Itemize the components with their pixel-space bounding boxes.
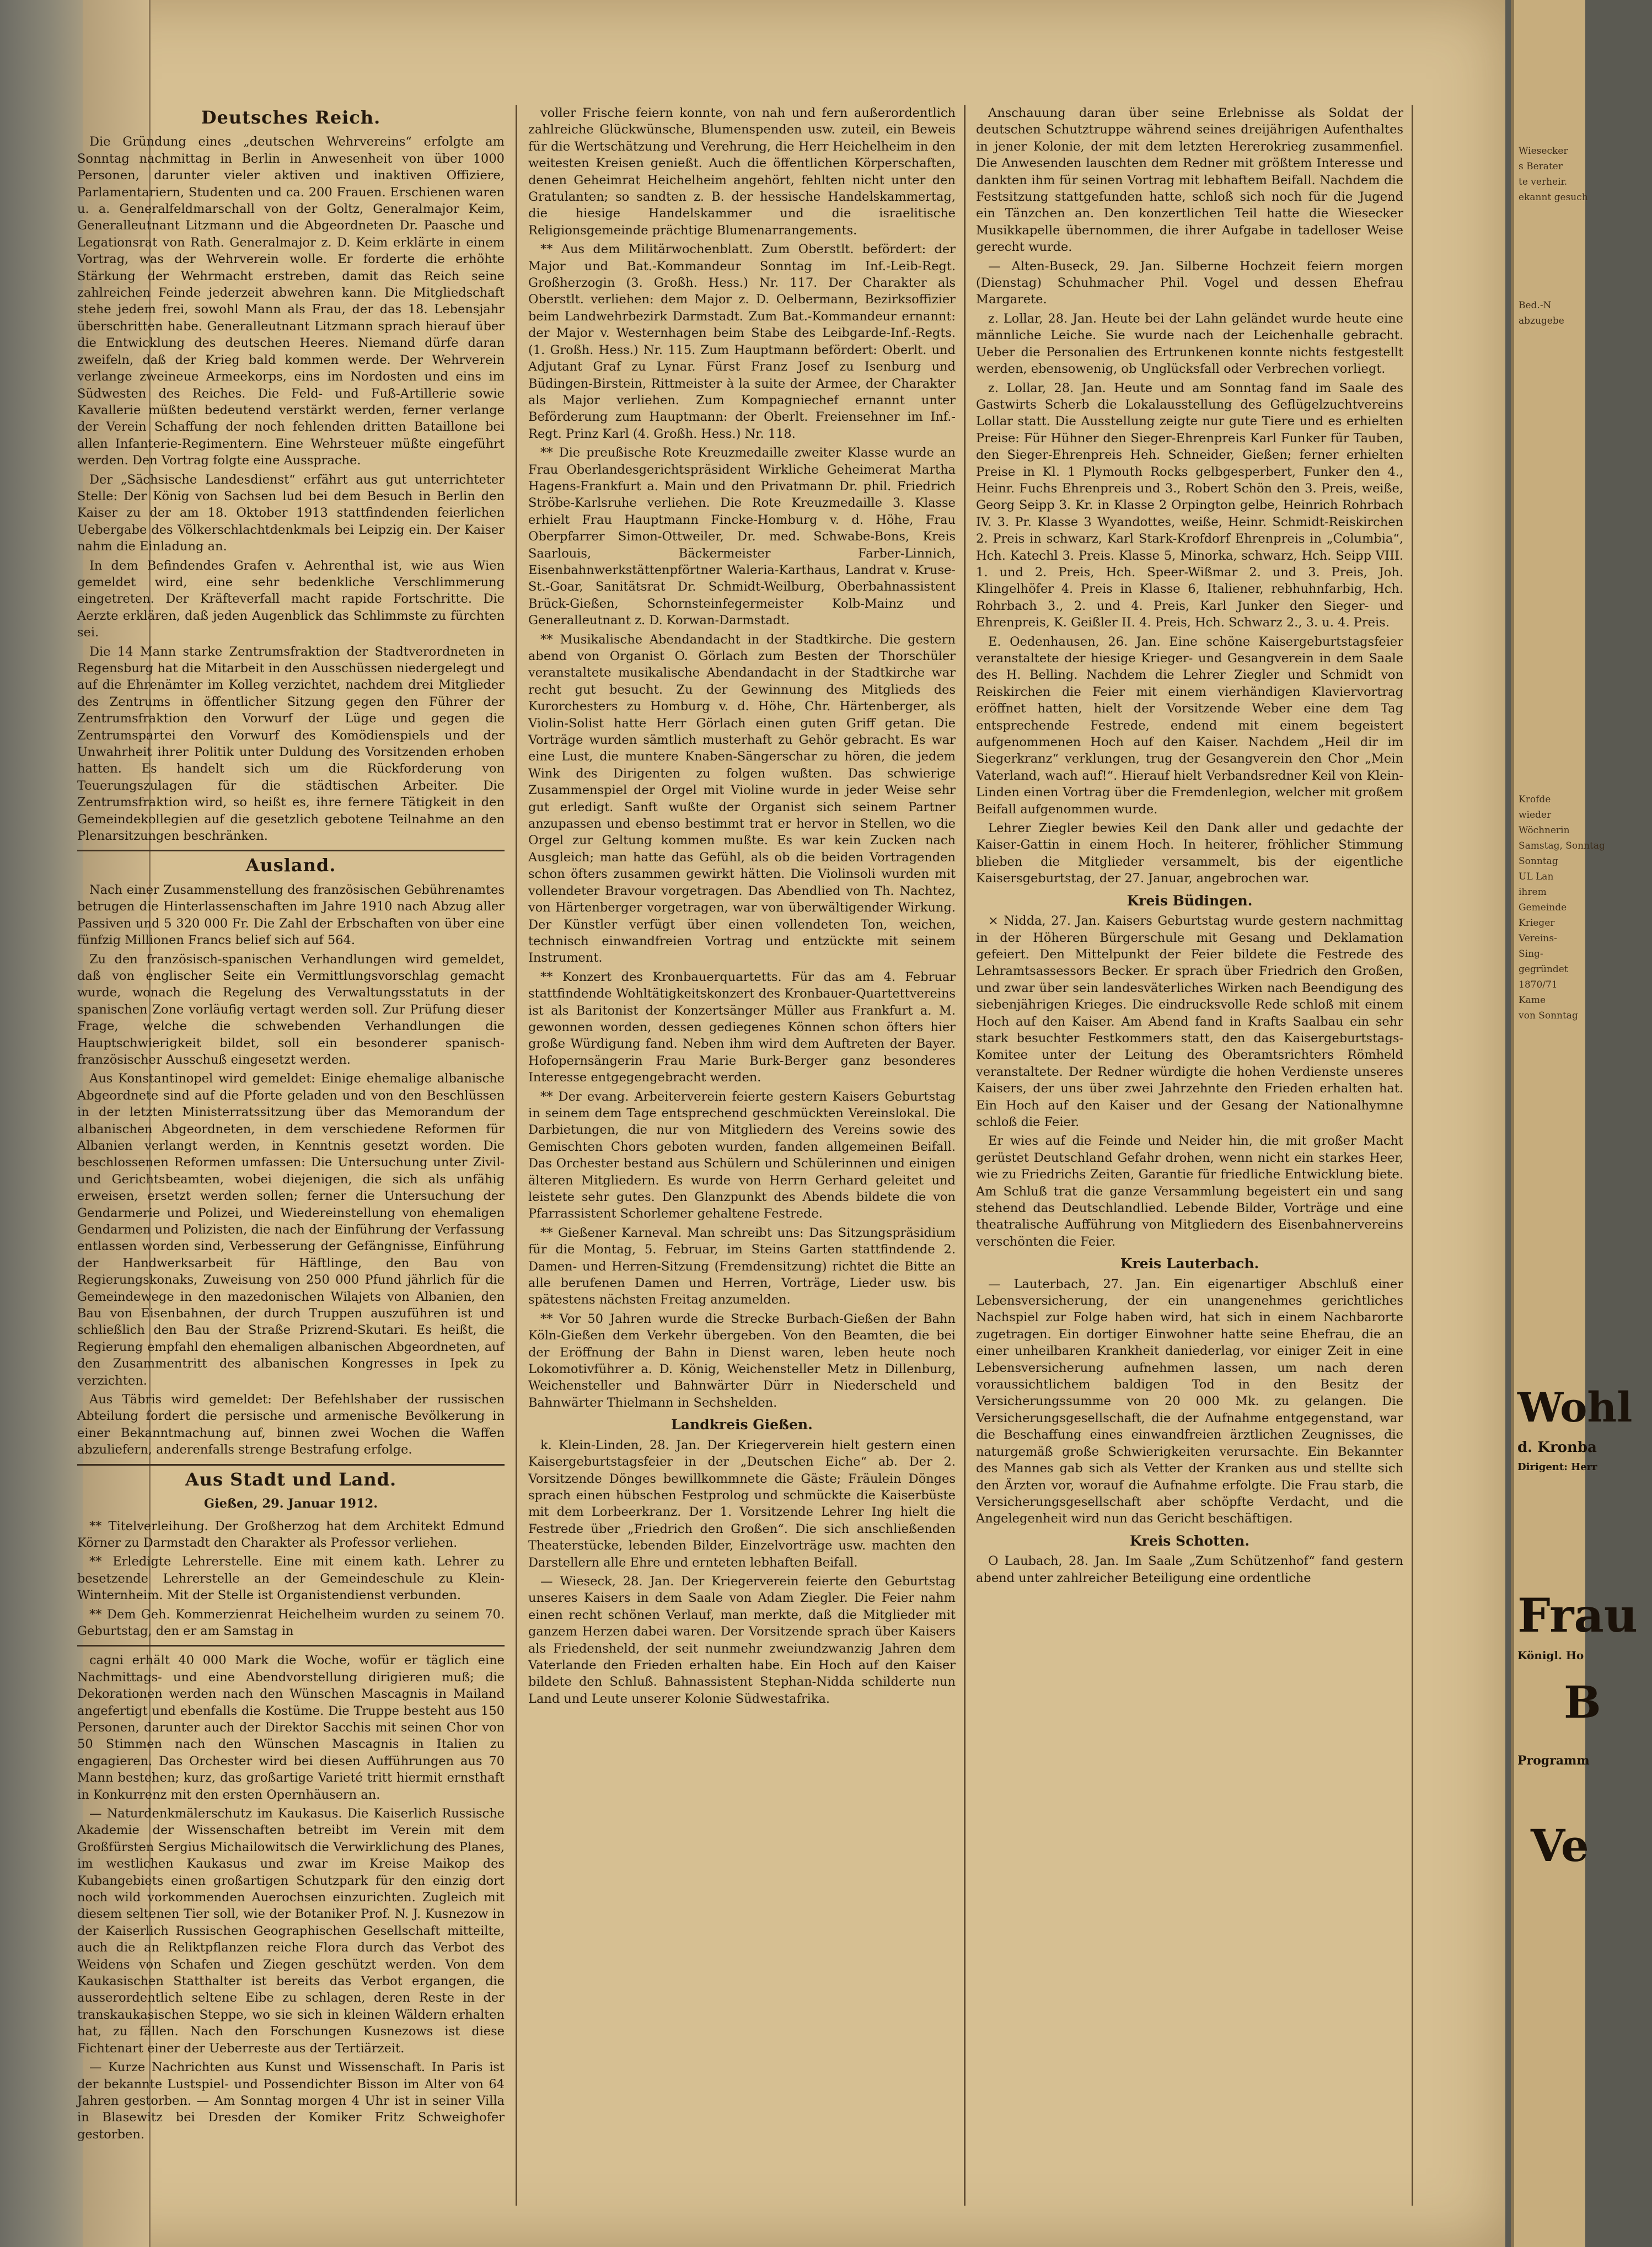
adjacent-page-line <box>1519 483 1583 498</box>
adjacent-page-line <box>1519 622 1583 637</box>
article: ** Erledigte Lehrerstelle. Eine mit einem kath. Lehrer zu besetzende Lehrerstelle an der Gemeindeschule zu Klein-Winternheim. Mit der Stelle ist Organistendienst verbunden. <box>77 1554 505 1603</box>
column-rule <box>516 105 517 2206</box>
adjacent-page-line <box>1519 498 1583 514</box>
section-separator <box>77 1464 505 1466</box>
ad-letter: B <box>1564 1676 1601 1728</box>
article: Lehrer Ziegler bewies Keil den Dank aller und gedachte der Kaiser-Gattin in einem Hoch. In heiterer, fröhlicher Stimmung blieben die Mitglieder versammelt, bis der eigentliche Kaisersgeburtstag, der 27. Januar, angebrochen war. <box>976 821 1403 886</box>
article: Aus Täbris wird gemeldet: Der Befehlshaber der russischen Abteilung fordert die persische und armenische Bevölkerung in einer Bekanntmachung auf, binnen zwei Wochen die Waffen abzuliefern, anderenfalls strenge Bestrafung erfolge. <box>77 1392 505 1457</box>
adjacent-page-line <box>1519 715 1583 730</box>
adjacent-page-line <box>1519 406 1583 421</box>
adjacent-page-line <box>1519 375 1583 390</box>
adjacent-page-line <box>1519 514 1583 529</box>
ad-headline: Frau <box>1517 1588 1638 1643</box>
article: ** Dem Geh. Kommerzienrat Heichelheim wurden zu seinem 70. Geburtstag, den er am Samstag in <box>77 1607 505 1638</box>
article: — Naturdenkmälerschutz im Kaukasus. Die Kaiserlich Russische Akademie der Wissenschaften betreibt im Verein mit dem Großfürsten Sergius Michailowitsch die Verwirklichung des Planes, im westlichen Kaukasus und zwar im Kreise Maikop des Kubangebiets einen großartigen Schutzpark für den einzig dort noch wild vorkommenden Auerochsen einzurichten. Zugleich mit diesem seltenen Tier soll, wie der Botaniker Prof. N. J. Kusnezow in der Kaiserlich Russischen Geographischen Gesellschaft mitteilte, auch die an Reliktpflanzen reiche Flora durch das Verbot des Weidens von Schafen und Ziegen geschützt werden. Von dem Kaukasischen Statthalter ist bereits das Verbot ergangen, die ausserordentlich seltene Eibe zu schlagen, deren Reste in der transkaukasischen Steppe, wo sie sich in kleinen Wäldern erhalten hat, zu fällen. Nach den Forschungen Kusnezows ist diese Fichtenart einer der Ueberreste aus der Tertiärzeit. <box>77 1806 505 2056</box>
section-heading-kreis-lauterbach: Kreis Lauterbach. <box>1120 1256 1259 1272</box>
adjacent-page-line: von Sonntag <box>1519 1010 1578 1021</box>
adjacent-page-line <box>1519 360 1583 375</box>
adjacent-page-line <box>1519 761 1583 776</box>
article: E. Oedenhausen, 26. Jan. Eine schöne Kaisergeburtstagsfeier veranstaltete der hiesige Krieger- und Gesangverein in dem Saale des H. Belling. Nachdem die Lehrer Ziegler und Schmidt von Reiskirchen die Feier mit einem vierhändigen Klaviervortrag eröffnet hatten, hielt der Vorsitzende Weber eine dem Tag entsprechende Festrede, endend mit einem begeistert aufgenommenen Hoch auf den Kaiser. Nachdem „Heil dir im Siegerkranz“ verklungen, trug der Gesangverein den Chor „Mein Vaterland, wach auf!“. Hierauf hielt Verbandsredner Keil von Klein-Linden einen Vortrag über die Fremdenlegion, welcher mit großem Beifall aufgenommen wurde. <box>976 634 1403 817</box>
adjacent-page-line <box>1519 607 1583 622</box>
article: ** Titelverleihung. Der Großherzog hat dem Architekt Edmund Körner zu Darmstadt den Charakter als Professor verliehen. <box>77 1519 505 1550</box>
section-heading-kreis-schotten: Kreis Schotten. <box>1129 1532 1250 1549</box>
column-3 <box>976 105 1403 2222</box>
adjacent-page-line <box>1519 529 1583 545</box>
article: — Kurze Nachrichten aus Kunst und Wissenschaft. In Paris ist der bekannte Lustspiel- und Possendichter Bisson im Alter von 64 Jahren gestorben. — Am Sonntag morgen 4 Uhr ist in seiner Villa in Blasewitz bei Dresden der Komiker Fritz Schweighofer gestorben. <box>77 2060 505 2142</box>
adjacent-page-line <box>1519 560 1583 576</box>
article: Die Gründung eines „deutschen Wehrvereins“ erfolgte am Sonntag nachmittag in Berlin in Anwesenheit von über 1000 Personen, darunter vieler aktiven und inaktiven Offiziere, Parlamentariern, Studenten und ca. 200 Frauen. Erschienen waren u. a. Generalfeldmarschall von der Goltz, Generalmajor Keim, Generalleutnant Litzmann und die Abgeordneten Dr. Paasche und Legationsrat von Rath. Generalmajor z. D. Keim erklärte in einem Vortrag, was der Wehrverein wolle. Er forderte die erhöhte Stärkung der Wehrmacht erstreben, damit das Reich seine zahlreichen Feinde jederzeit abwehren kann. Die Mitgliedschaft stehe jedem frei, sowohl Mann als Frau, der das 18. Lebensjahr überschritten habe. Generalleutnant Litzmann sprach hierauf über die Entwicklung des deutschen Heeres. Niemand dürfe daran zweifeln, daß der Krieg bald kommen werde. Der Wehrverein verlange zweineue Armeekorps, eins im Nordosten und eins im Südwesten des Reiches. Die Feld- und Fuß-Artillerie sowie Kavallerie müßten bedeutend verstärkt werden, ferner verlange der Verein Schaffung der noch fehlenden dritten Bataillone bei allen Infanterie-Regimentern. Eine Wehrsteuer müßte eingeführt werden. Den Vortrag folgte eine Aussprache. <box>77 135 505 468</box>
adjacent-page-line: te verheir. <box>1519 176 1568 187</box>
article: Aus Konstantinopel wird gemeldet: Einige ehemalige albanische Abgeordnete sind auf die Pforte geladen und von den Beschlüssen in der letzten Ministerratssitzung über das Memorandum der albanischen Abgeordneten, in dem verschiedene Reformen für Albanien verlangt werden, in Kenntnis gesetzt worden. Die beschlossenen Reformen umfassen: Die Untersuchung unter Zivil- und Gerichtsbeamten, wobei diejenigen, die sich als unfähig erweisen, ersetzt werden sollen; ferner die Untersuchung der Gendarmerie und Polizei, und Wiedereinstellung von ehemaligen Gendarmen und Polizisten, die nach der Einführung der Verfassung entlassen worden sind, Verbesserung der Gefängnisse, Einführung der Handwerksarbeit für Häftlinge, den Bau von Regierungskonaks, Zuweisung von 250 000 Pfund jährlich für die Gemeindewege in den mazedonischen Wilajets von Albanien, den Bau von Eisenbahnen, der durch Truppen auszuführen ist und schließlich den Bau der Straße Prizrend-Skutari. Es heißt, die Regierung empfahl den ehemaligen albanischen Abgeordneten, auf den Zusammentritt des albanischen Kongresses in Ipek zu verzichten. <box>77 1071 505 1388</box>
ad-subline: Dirigent: Herr <box>1517 1461 1597 1473</box>
adjacent-page-line: ekannt gesuch <box>1519 192 1588 203</box>
column-rule <box>1412 105 1413 2206</box>
adjacent-page-line <box>1519 776 1583 792</box>
adjacent-page-line: Samstag, Sonntag <box>1519 840 1605 851</box>
article: Die 14 Mann starke Zentrumsfraktion der Stadtverordneten in Regensburg hat die Mitarbeit in den Ausschüssen niedergelegt und auf die Ehrenämter im Kolleg verzichtet, nachdem drei Mitglieder des Zentrums in öffentlicher Sitzung gegen den Führer der Zentrumsfraktion den Vorwurf der Lüge und gegen die Zentrumspartei den Vorwurf des Komödienspiels und der Unwahrheit ihrer Politik unter Duldung des Vorsitzenden erhoben hatten. Es handelt sich um die Rückforderung von Teuerungszulagen für die städtischen Arbeiter. Die Zentrumsfraktion wird, so heißt es, ihre fernere Tätigkeit in den Gemeindekollegien auf die gesetzlich gebotene Teilnahme an den Plenarsitzungen beschränken. <box>77 644 505 844</box>
adjacent-page-line: ihrem <box>1519 887 1547 898</box>
ad-subline: Programm <box>1517 1753 1590 1768</box>
adjacent-page-line <box>1519 344 1583 360</box>
adjacent-page-line: Krieger <box>1519 918 1555 929</box>
adjacent-page-edge <box>1511 0 1638 2247</box>
adjacent-page-line: Bed.-N <box>1519 300 1552 311</box>
adjacent-page-line: Vereins- <box>1519 933 1557 944</box>
adjacent-page-line <box>1519 452 1583 468</box>
article: — Lauterbach, 27. Jan. Ein eigenartiger Abschluß einer Lebensversicherung, der ein unangenehmes gerichtliches Nachspiel zur Folge haben wird, hat sich in einem Nachbarorte zugetragen. Ein dortiger Einwohner hatte seine Ehefrau, die an einer unheilbaren Krankheit daniederlag, vor einiger Zeit in eine Lebensversicherung aufnehmen lassen, um nach deren voraussichtlichem baldigen Tod in den Besitz der Versicherungssumme von 20 000 Mk. zu gelangen. Die Versicherungsgesellschaft, die der Aufnahme entgegenstand, war die Beschaffung eines einwandfreien ärztlichen Zeugnisses, die naturgemäß große Schwierigkeiten verursachte. Ein Bekannter des Mannes gab sich als Vetter der Kranken aus und stellte sich den Ärzten vor, worauf die Aufnahme erfolgte. Die Frau starb, die Versicherungsgesellschaft aber schöpfte Verdacht, und die Angelegenheit wird nun das Gericht beschäftigen. <box>976 1277 1403 1526</box>
adjacent-page-line <box>1519 653 1583 668</box>
adjacent-page-text <box>1514 0 1605 1023</box>
adjacent-page-line <box>1519 684 1583 699</box>
adjacent-page-line: abzugebe <box>1519 315 1564 326</box>
adjacent-page-line: Sonntag <box>1519 856 1558 867</box>
article: k. Klein-Linden, 28. Jan. Der Kriegerverein hielt gestern einen Kaisergeburtstagsfeier in der „Deutschen Eiche“ ab. Der 2. Vorsitzende Dönges bewillkommnete die Gäste; Fräulein Dönges sprach einen hübschen Festprolog und schmückte die Kaiserbüste mit dem Lorbeerkranz. Der 1. Vorsitzende Lehrer Ing hielt die Festrede über „Friedrich den Großen“. Die sich anschließenden Theaterstücke, lebenden Bilder, Einzelvorträge usw. machten den Darstellern alle Ehre und ernteten lebhaften Beifall. <box>528 1438 956 1570</box>
adjacent-page-line <box>1519 282 1583 298</box>
article: Er wies auf die Feinde und Neider hin, die mit großer Macht gerüstet Deutschland Gefahr drohen, wenn nicht ein starkes Heer, wie zu Friedrichs Zeiten, Garantie für friedliche Entwicklung biete. Am Schluß trat die ganze Versammlung begeistert ein und sang stehend das Deutschlandlied. Lebende Bilder, Vorträge und eine theatralische Aufführung von Mitgliedern des Eisenbahnervereins verschönten die Feier. <box>976 1134 1403 1249</box>
adjacent-page-line <box>1519 730 1583 746</box>
article: cagni erhält 40 000 Mark die Woche, wofür er täglich eine Nachmittags- und eine Abendvorstellung dirigieren muß; die Dekorationen werden nach den Wünschen Mascagnis in Mailand angefertigt und ebenfalls die Kostüme. Die Truppe besteht aus 150 Personen, darunter auch der Direktor Sacchis mit seinen Chor von 50 Stimmen nach den Wünschen Mascagnis in Italien zu engagieren. Das Orchester wird bei diesen Aufführungen aus 70 Mann bestehen; kurz, das großartige Varieté tritt hiermit ernsthaft in Konkurrenz mit den ersten Opernhäusern an. <box>77 1653 505 1802</box>
article: Anschauung daran über seine Erlebnisse als Soldat der deutschen Schutztruppe während seines dreijährigen Aufenthaltes in jener Kolonie, der mit dem letzten Hererokrieg zusammenfiel. Die Anwesenden lauschten dem Redner mit größtem Interesse und dankten ihm für seinen Vortrag mit lebhaftem Beifall. Nachdem die Festsitzung stattgefunden hatte, schloß sich noch für die Jugend ein Tänzchen an. Den konzertlichen Teil hatte die Wiesecker Musikkapelle übernommen, die ihrer Aufgabe in tadelloser Weise gerecht wurde. <box>976 106 1403 255</box>
article: Nach einer Zusammenstellung des französischen Gebührenamtes betrugen die Hinterlassenschaften im Jahre 1910 nach Abzug aller Passiven und 5 320 000 Fr. Die Zahl der Erbschaften von über eine fünfzig Millionen Francs belief sich auf 564. <box>77 882 505 948</box>
section-heading-landkreis-giessen: Landkreis Gießen. <box>671 1417 813 1433</box>
adjacent-page-line: Sing- <box>1519 948 1543 959</box>
adjacent-page-line <box>1519 437 1583 452</box>
article: z. Lollar, 28. Jan. Heute bei der Lahn geländet wurde heute eine männliche Leiche. Sie wurde nach der Leichenhalle gebracht. Ueber die Personalien des Ertrunkenen konnte nichts festgestellt werden, ebensowenig, ob Unglücksfall oder Verbrechen vorliegt. <box>976 311 1403 377</box>
scanner-background <box>0 0 83 2247</box>
adjacent-page-line <box>1519 390 1583 406</box>
adjacent-page-line <box>1519 591 1583 607</box>
column-2 <box>528 105 956 2222</box>
article: — Alten-Buseck, 29. Jan. Silberne Hochzeit feiern morgen (Dienstag) Schuhmacher Phil. Vogel und dessen Ehefrau Margarete. <box>976 259 1403 307</box>
article: O Laubach, 28. Jan. Im Saale „Zum Schützenhof“ fand gestern abend unter zahlreicher Beteiligung eine ordentliche <box>976 1554 1403 1585</box>
article: ** Der evang. Arbeiterverein feierte gestern Kaisers Geburtstag in seinem dem Tage entsprechend geschmückten Vereinslokal. Die Darbietungen, die nur von Mitgliedern des Vereins sowie des Gemischten Chors geboten wurden, fanden allgemeinen Beifall. Das Orchester bestand aus Schülern und Schülerinnen und einigen älteren Mitgliedern. Es wurde von Herrn Gerhard geleitet und leistete sehr gutes. Den Glanzpunkt des Abends bildete die von Pfarrassistent Schorlemer gehaltene Festrede. <box>528 1089 956 1221</box>
adjacent-page-line <box>1519 221 1583 236</box>
adjacent-page-line <box>1519 205 1583 221</box>
adjacent-page-line <box>1519 329 1583 344</box>
article: z. Lollar, 28. Jan. Heute und am Sonntag fand im Saale des Gastwirts Scherb die Lokalausstellung des Geflügelzuchtvereins Lollar statt. Die Ausstellung zeigte nur gute Tiere und es erhielten Preise: Für Hühner den Sieger-Ehrenpreis Karl Funker für Tauben, den Sieger-Ehrenpreis Heh. Schneider, Gießen; ferner erhielten Preise in Kl. 1 Plymouth Rocks gelbgesperbert, Funker den 4., Heinr. Fuchs Ehrenpreis und 3., Robert Schön den 3. Preis, weiße, Georg Seipp 3. Kr. in Klasse 2 Orpington gelbe, Heinrich Rohrbach IV. 3. Pr. Klasse 3 Wyandottes, weiße, Heinr. Schmidt-Reiskirchen 2. Preis in schwarz, Karl Stark-Krofdorf Ehrenpreis in „Columbia“, Hch. Katechl 3. Preis. Klasse 5, Minorka, schwarz, Hch. Seipp VIII. 1. und 2. Preis, Hch. Speer-Wißmar 2. und 3. Preis, Joh. Klingelhöfer 4. Preis in Klasse 6, Italiener, rebhuhnfarbig, Hch. Rohrbach 3., 2. und 4. Preis, Karl Junker den Sieger- und Ehrenpreis, K. Geißler II. 4. Preis, Hch. Schwarz 2., 3. u. 4. Preis. <box>976 380 1403 630</box>
adjacent-page-line <box>1519 251 1583 267</box>
adjacent-page-line <box>1519 699 1583 715</box>
adjacent-page-line: 1870/71 <box>1519 979 1558 990</box>
adjacent-page-line: Gemeinde <box>1519 902 1567 913</box>
article: × Nidda, 27. Jan. Kaisers Geburtstag wurde gestern nachmittag in der Höheren Bürgerschule mit Gesang und Deklamation gefeiert. Den Mittelpunkt der Feier bildete die Festrede des Lehramtsassessors Becker. Er sprach über Friedrich den Großen, und zwar über sein landesväterliches Wirken nach Beendigung des siebenjährigen Krieges. Die eindrucksvolle Rede schloß mit einem Hoch auf den Kaiser. Am Abend fand in Krafts Saalbau ein sehr stark besuchter Festkommers statt, den das Kaisergeburtstags-Komitee unter der Leitung des Oberamtsrichters Römheld veranstaltete. Der Redner würdigte die hohen Verdienste unseres Kaisers, der uns über zwei Jahrzehnte den Frieden erhalten hat. Ein Hoch auf den Kaiser und der Gesang der Nationalhymne schloß die Feier. <box>976 914 1403 1129</box>
column-rule <box>964 105 966 2206</box>
article: In dem Befindendes Grafen v. Aehrenthal ist, wie aus Wien gemeldet wird, eine sehr bedenkliche Verschlimmerung eingetreten. Der Kräfteverfall macht rapide Fortschritte. Die Aerzte erklären, daß jeden Augenblick das Schlimmste zu fürchten sei. <box>77 558 505 640</box>
ad-subline: d. Kronba <box>1517 1439 1597 1456</box>
article: voller Frische feiern konnte, von nah und fern außerordentlich zahlreiche Glückwünsche, Blumenspenden usw. zuteil, ein Beweis für die Wertschätzung und Verehrung, die Herr Heichelheim in den weitesten Kreisen genießt. Auch die öffentlichen Körperschaften, denen Geheimrat Heichelheim angehört, fehlten nicht unter den Gratulanten; so sandten z. B. der hessische Handelskammertag, die hiesige Handelskammer und die israelitische Religionsgemeinde prächtige Blumenarrangements. <box>528 106 956 238</box>
article: Zu den französisch-spanischen Verhandlungen wird gemeldet, daß von englischer Seite ein Vermittlungsvorschlag gemacht wurde, wonach die Regelung des Verwaltungsstatuts in der spanischen Zone vorläufig vertagt werden soll. Zur Prüfung dieser Frage, welche die schwebenden Verhandlungen die Hauptschwierigkeit bildet, soll ein besonderer spanisch-französischer Ausschuß eingesetzt werden. <box>77 952 505 1067</box>
article: ** Musikalische Abendandacht in der Stadtkirche. Die gestern abend von Organist O. Görlach zum Besten der Thorschüler veranstaltete musikalische Abendandacht in der Stadtkirche war recht gut besucht. Zu der Gewinnung des Mitglieds des Kurorchesters zu Homburg v. d. Höhe, Chr. Härtenberger, als Violin-Solist hatte Herr Görlach einen guten Griff getan. Die Vorträge wurden sämtlich musterhaft zu Gehör gebracht. Es war eine Lust, die muntere Knaben-Sängerschar zu hören, die jedem Wink des Dirigenten zu folgen wußten. Das schwierige Zusammenspiel der Orgel mit Violine wurde in jeder Weise sehr gut erledigt. Sanft wußte der Organist sich seinem Partner anzupassen und ebenso bestimmt trat er hervor in Stellen, wo die Orgel zur Geltung kommen mußte. Es war kein Zucken nach Ausgleich; man hatte das Gefühl, als ob die beiden Vortragenden schon öfters zusammen gewirkt hätten. Die Violinsoli wurden mit vollendeter Bravour vorgetragen. Das Abendlied von Th. Nachtez, von Härtenberger vorgetragen, war von überwältigender Wirkung. Der Künstler verfügt über einen vollendeten Ton, weichen, technisch einwandfreien Vortrag und entzückte mit seinem Instrument. <box>528 632 956 966</box>
ad-headline: Wohl <box>1517 1384 1633 1431</box>
adjacent-page-line <box>1519 545 1583 560</box>
adjacent-page-line: UL Lan <box>1519 871 1554 882</box>
adjacent-page-line <box>1519 267 1583 282</box>
adjacent-page-line: wieder <box>1519 809 1552 820</box>
article: ** Die preußische Rote Kreuzmedaille zweiter Klasse wurde an Frau Oberlandesgerichtspräsident Wirkliche Geheimerat Martha Hagens-Frankfurt a. Main und den Privatmann Dr. phil. Friedrich Ströbe-Karlsruhe verliehen. Die Rote Kreuzmedaille 3. Klasse erhielt Frau Hauptmann Fincke-Homburg v. d. Höhe, Frau Oberpfarrer Simon-Ottweiler, Dr. med. Schwabe-Bons, Kreis Saarlouis, Bäckermeister Farber-Linnich, Eisenbahnwerkstättenpförtner Waleria-Karthaus, Landrat v. Kruse-St.-Goar, Sanitätsrat Dr. Schmidt-Weilburg, Oberbahnassistent Brück-Gießen, Schornsteinfegermeister Kolb-Mainz und Generalleutnant z. D. Korwan-Darmstadt. <box>528 446 956 628</box>
dateline: Gießen, 29. Januar 1912. <box>203 1497 378 1511</box>
ad-headline: Ve <box>1531 1820 1589 1871</box>
adjacent-page-line <box>1519 468 1583 483</box>
ad-subline: Königl. Ho <box>1517 1649 1584 1662</box>
adjacent-page-line: gegründet <box>1519 964 1568 975</box>
article: ** Aus dem Militärwochenblatt. Zum Oberstlt. befördert: der Major und Bat.-Kommandeur Sonntag im Inf.-Leib-Regt. Großherzogin (3. Großh. Hess.) Nr. 117. Der Charakter als Oberstlt. verliehen: dem Major z. D. Oelbermann, Bezirksoffizier beim Landwehrbezirk Darmstadt. Zum Bat.-Kommandeur ernannt: der Major v. Westernhagen beim Stabe des Leibgarde-Inf.-Regts. (1. Großh. Hess.) Nr. 115. Zum Hauptmann befördert: Oberlt. und Adjutant Graf zu Lynar. Fürst Franz Josef zu Isenburg und Büdingen-Birstein, Rittmeister à la suite der Armee, der Charakter als Major verliehen. Zum Kompagniechef ernannt unter Beförderung zum Hauptmann: der Oberlt. Freiensehner im Inf.-Regt. Prinz Karl (4. Großh. Hess.) Nr. 118. <box>528 242 956 441</box>
article: Der „Sächsische Landesdienst“ erfährt aus gut unterrichteter Stelle: Der König von Sachsen lud bei dem Besuch in Berlin den Kaiser zu der am 18. Oktober 1913 stattfindenden feierlichen Uebergabe des Völkerschlachtdenkmals bei Leipzig ein. Der Kaiser nahm die Einladung an. <box>77 472 505 554</box>
article: ** Gießener Karneval. Man schreibt uns: Das Sitzungspräsidium für die Montag, 5. Februar, im Steins Garten stattfindende 2. Damen- und Herren-Sitzung (Fremdensitzung) richtet die Bitte an alle berufenen Damen und Herren, Vorträge, Lieder usw. bis spätestens nächsten Freitag anzumelden. <box>528 1225 956 1307</box>
section-heading-kreis-buedingen: Kreis Büdingen. <box>1127 892 1253 909</box>
article: ** Konzert des Kronbauerquartetts. Für das am 4. Februar stattfindende Wohltätigkeitskonzert des Kronbauer-Quartettvereins ist als Baritonist der Konzertsänger Müller aus Frankfurt a. M. gewonnen worden, dessen gediegenes Können schon öfters hier große Würdigung fand. Neben ihm wird dem Auftreten der Bayer. Hofopernsängerin Frau Marie Burk-Berger ganz besonderes Interesse entgegengebracht werden. <box>528 969 956 1085</box>
column-1 <box>77 105 505 2222</box>
adjacent-page-line: Kame <box>1519 995 1546 1006</box>
adjacent-page-line <box>1519 746 1583 761</box>
adjacent-page-line <box>1519 576 1583 591</box>
article: ** Vor 50 Jahren wurde die Strecke Burbach-Gießen der Bahn Köln-Gießen dem Verkehr übergeben. Von den Beamten, die bei der Eröffnung der Bahn in Dienst waren, leben heute noch Lokomotivführer a. D. König, Weichensteller Metz in Dillenburg, Weichensteller und Bahnwärter Dürr in Niederscheld und Bahnwärter Thielmann in Sechshelden. <box>528 1311 956 1410</box>
section-heading-ausland: Ausland. <box>245 855 336 876</box>
adjacent-page-line <box>1519 637 1583 653</box>
adjacent-page-line: Krofde <box>1519 794 1551 805</box>
adjacent-page-line: Wöchnerin <box>1519 825 1570 836</box>
adjacent-page-line <box>1519 668 1583 684</box>
article: — Wieseck, 28. Jan. Der Kriegerverein feierte den Geburtstag unseres Kaisers in dem Saale von Adam Ziegler. Die Feier nahm einen recht schönen Verlauf, man merkte, daß die Mitglieder mit ganzem Herzen dabei waren. Der Vorsitzende sprach über Kaisers als Friedensheld, der seit nunmehr zweiundzwanzig Jahren dem Vaterlande den Frieden erhalten habe. Ein Hoch auf den Kaiser bildete den Schluß. Bahnassistent Stephan-Nidda schilderte nun Land und Leute unserer Kolonie Südwestafrika. <box>528 1574 956 1706</box>
adjacent-page-line <box>1519 236 1583 251</box>
adjacent-page-line: Wiesecker <box>1519 146 1568 157</box>
section-separator <box>77 850 505 851</box>
adjacent-page-line: s Berater <box>1519 161 1563 172</box>
section-separator <box>77 1645 505 1647</box>
section-heading-stadt-und-land: Aus Stadt und Land. <box>185 1468 397 1490</box>
adjacent-page-line <box>1519 421 1583 437</box>
section-heading-deutsches-reich: Deutsches Reich. <box>201 107 381 128</box>
